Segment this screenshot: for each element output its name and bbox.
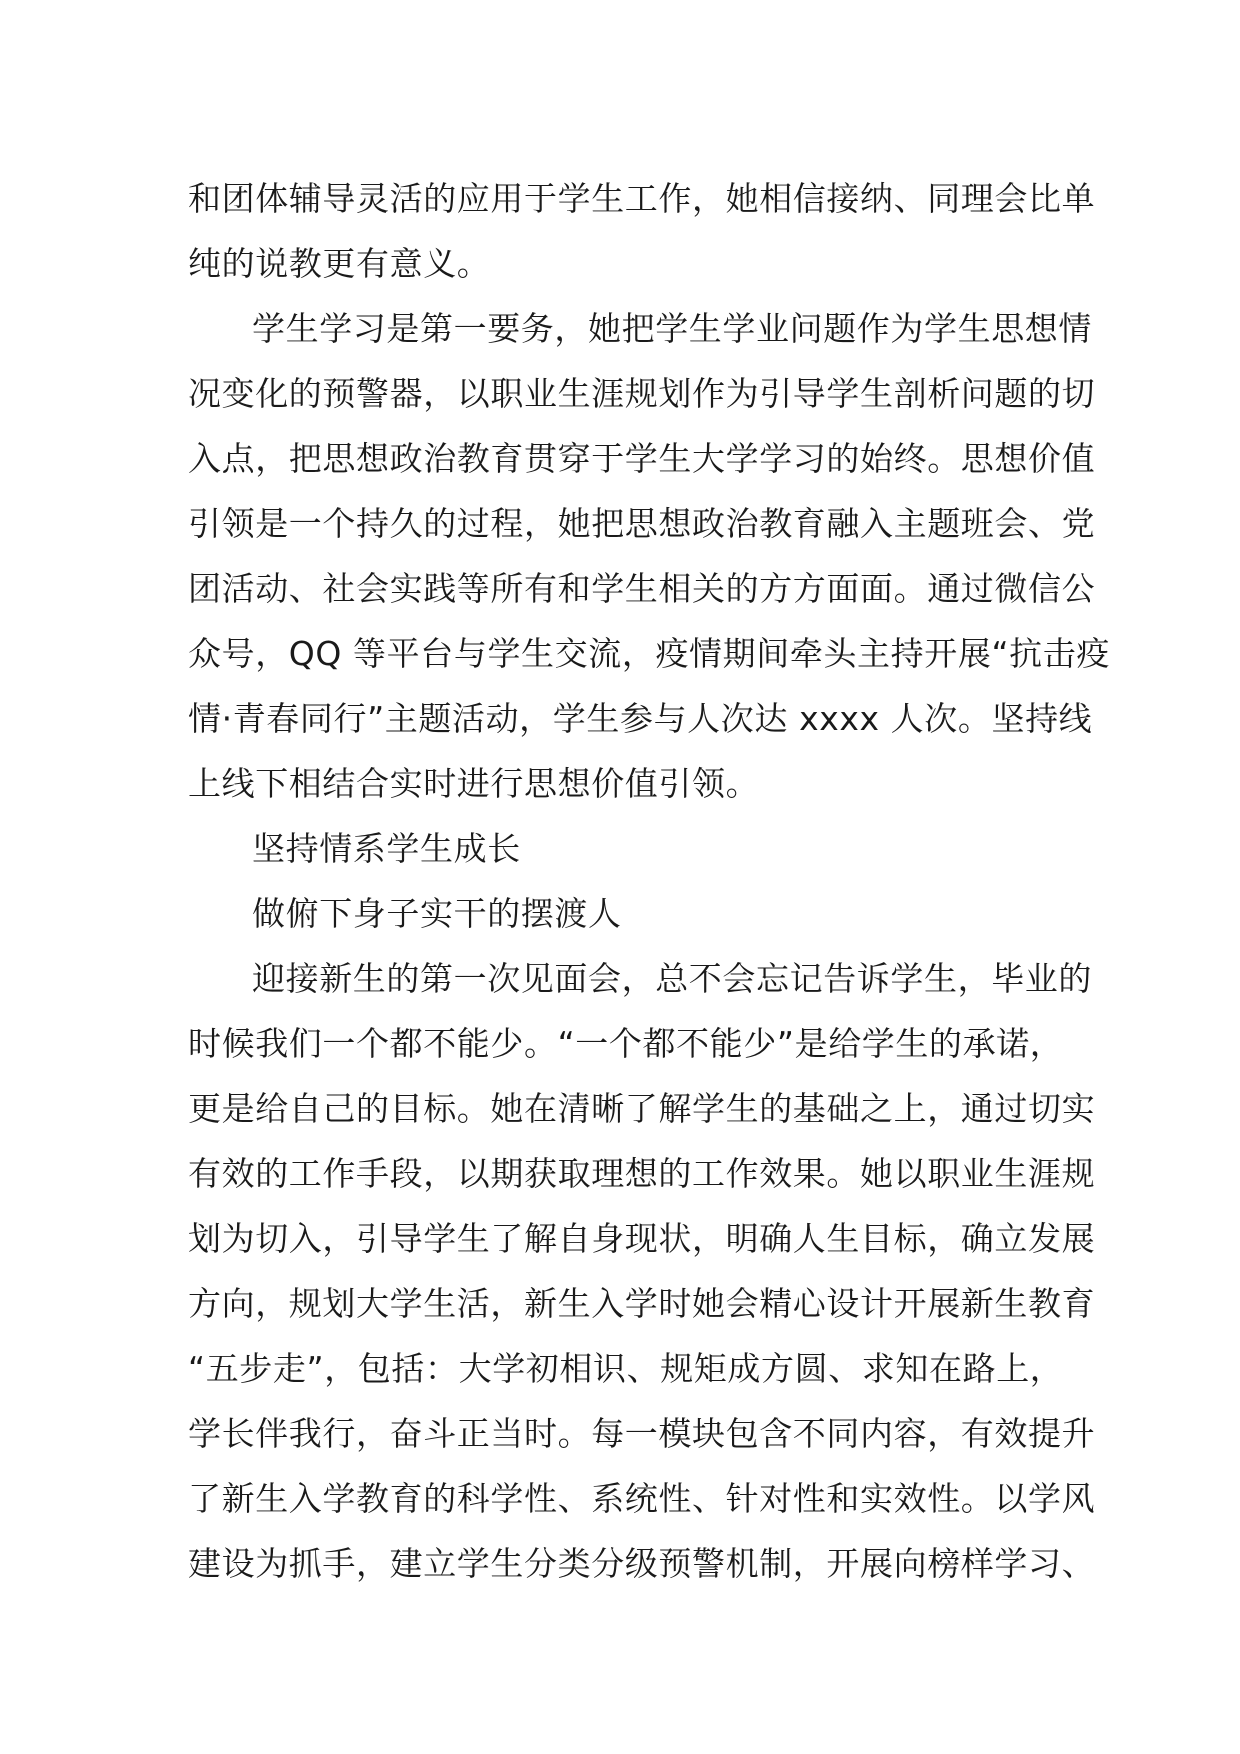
text-line: 情·青春同行”主题活动，学生参与人次达 xxxx 人次。坚持线 [188,699,1093,738]
section-heading: 坚持情系学生成长 [252,829,521,868]
text-line: 时候我们一个都不能少。“一个都不能少”是给学生的承诺， [188,1024,1064,1063]
text-line: 划为切入，引导学生了解自身现状，明确人生目标，确立发展 [188,1219,1096,1258]
text-line: 上线下相结合实时进行思想价值引领。 [188,764,760,803]
text-line: 方向，规划大学生活，新生入学时她会精心设计开展新生教育 [188,1284,1096,1323]
paragraph-2 [188,296,1110,816]
text-line: 了新生入学教育的科学性、系统性、针对性和实效性。以学风 [188,1479,1096,1518]
text-line: 纯的说教更有意义。 [188,244,491,283]
text-line: “五步走”，包括：大学初相识、规矩成方圆、求知在路上， [188,1349,1064,1388]
text-line: 引领是一个持久的过程，她把思想政治教育融入主题班会、党 [188,504,1096,543]
text-line: 有效的工作手段，以期获取理想的工作效果。她以职业生涯规 [188,1154,1096,1193]
text-line: 更是给自己的目标。她在清晰了解学生的基础之上，通过切实 [188,1089,1096,1128]
text-line: 团活动、社会实践等所有和学生相关的方方面面。通过微信公 [188,569,1096,608]
text-line: 况变化的预警器，以职业生涯规划作为引导学生剖析问题的切 [188,374,1096,413]
text-line: 学长伴我行，奋斗正当时。每一模块包含不同内容，有效提升 [188,1414,1096,1453]
document-body [188,166,1110,1596]
text-line: 建设为抓手，建立学生分类分级预警机制，开展向榜样学习、 [188,1544,1096,1583]
text-line: 迎接新生的第一次见面会，总不会忘记告诉学生，毕业的 [252,959,1092,998]
paragraph-1 [188,166,1096,296]
paragraph-3 [188,946,1096,1596]
text-line: 和团体辅导灵活的应用于学生工作，她相信接纳、同理会比单 [188,179,1096,218]
text-line: 入点，把思想政治教育贯穿于学生大学学习的始终。思想价值 [188,439,1096,478]
text-line: 众号，QQ 等平台与学生交流，疫情期间牵头主持开展“抗击疫 [188,634,1110,673]
text-line: 学生学习是第一要务，她把学生学业问题作为学生思想情 [252,309,1092,348]
section-subheading: 做俯下身子实干的摆渡人 [252,894,622,933]
